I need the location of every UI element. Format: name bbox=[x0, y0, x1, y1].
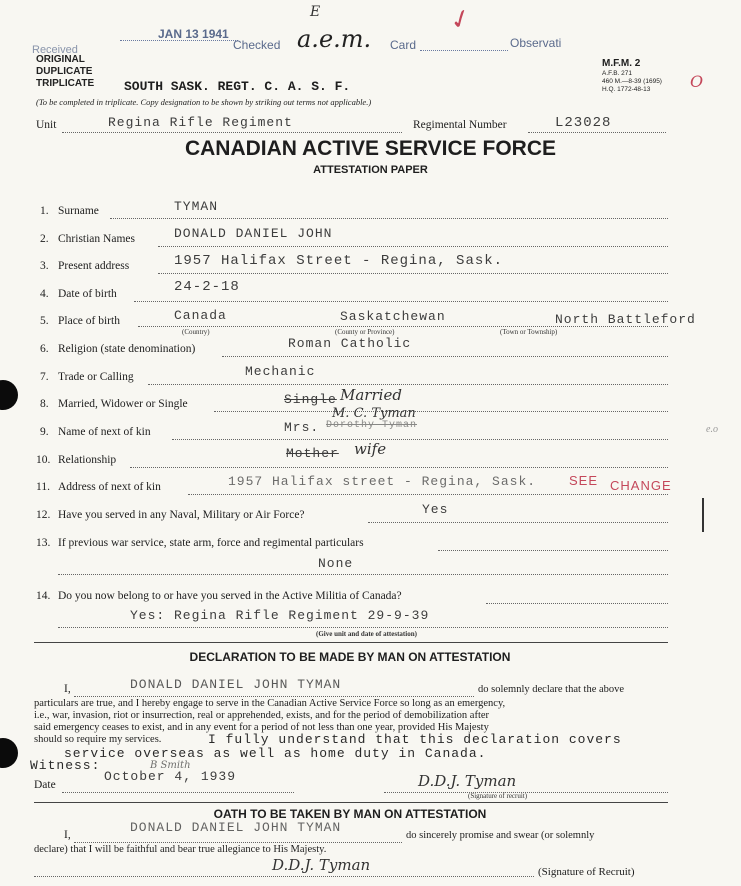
religion-label: Religion (state denomination) bbox=[58, 343, 196, 355]
previous-service-label: If previous war service, state arm, force and regimental particulars bbox=[58, 537, 364, 549]
oath-name-line bbox=[74, 842, 402, 843]
field-5-number: 5. bbox=[40, 315, 49, 327]
marital-label: Married, Widower or Single bbox=[58, 398, 188, 410]
field-7-number: 7. bbox=[40, 371, 49, 383]
oath-signature-label: (Signature of Recruit) bbox=[538, 866, 635, 878]
field-1-number: 1. bbox=[40, 205, 49, 217]
field-11-number: 11. bbox=[36, 481, 50, 493]
date-label: Date bbox=[34, 779, 56, 791]
stamp-line bbox=[120, 40, 238, 41]
regimental-number-line bbox=[528, 132, 666, 133]
previous-service-value: None bbox=[318, 556, 354, 571]
present-address-line bbox=[158, 273, 668, 274]
red-circle-mark: O bbox=[690, 72, 704, 91]
see-change-change: CHANGE bbox=[610, 478, 672, 493]
checked-initials: a.e.m. bbox=[297, 25, 372, 53]
regimental-number-value: L23028 bbox=[555, 115, 612, 131]
province-caption: (County or Province) bbox=[335, 328, 395, 336]
red-tick-mark: ✓ bbox=[445, 2, 476, 37]
present-address-label: Present address bbox=[58, 260, 130, 272]
form-print: 460 M.—8-39 (1695) bbox=[602, 78, 662, 85]
previous-service-line-2 bbox=[58, 574, 668, 575]
declaration-line-1-tail: do solemnly declare that the above bbox=[478, 684, 625, 695]
next-of-kin-margin-note: e.o bbox=[706, 424, 718, 435]
date-line bbox=[62, 792, 294, 793]
marital-struck-value: Single bbox=[284, 392, 337, 407]
served-line bbox=[368, 522, 668, 523]
next-of-kin-line bbox=[172, 439, 668, 440]
margin-bracket bbox=[702, 498, 704, 532]
oath-i: I, bbox=[64, 829, 71, 841]
kin-address-label: Address of next of kin bbox=[58, 481, 161, 493]
form-afb: A.F.B. 271 bbox=[602, 70, 632, 77]
see-change-see: SEE bbox=[569, 473, 599, 488]
unit-label: Unit bbox=[36, 119, 57, 131]
birth-country-value: Canada bbox=[174, 308, 227, 323]
witness-signature: B Smith bbox=[150, 760, 191, 771]
birth-province-value: Saskatchewan bbox=[340, 309, 446, 324]
witness-label: Witness: bbox=[30, 758, 101, 773]
form-title: CANADIAN ACTIVE SERVICE FORCE bbox=[184, 137, 557, 160]
field-8-number: 8. bbox=[40, 398, 49, 410]
field-14-number: 14. bbox=[36, 590, 51, 602]
copy-triplicate: TRIPLICATE bbox=[36, 78, 95, 89]
relationship-line bbox=[130, 467, 668, 468]
form-code: M.F.M. 2 bbox=[602, 58, 641, 69]
triplicate-note: (To be completed in triplicate. Copy designation to be shown by striking out terms not applicable.) bbox=[36, 97, 372, 107]
copy-duplicate: DUPLICATE bbox=[36, 66, 93, 77]
checked-stamp: Checked bbox=[233, 38, 281, 52]
date-of-birth-line bbox=[134, 301, 668, 302]
field-3-number: 3. bbox=[40, 260, 49, 272]
field-4-number: 4. bbox=[40, 288, 49, 300]
birth-town-value: North Battleford bbox=[555, 312, 696, 327]
recruit-signature-caption: (Signature of recruit) bbox=[468, 792, 528, 800]
top-scribble: E bbox=[310, 4, 321, 20]
copy-original: ORIGINAL bbox=[36, 54, 85, 65]
recruit-signature: D.D.J. Tyman bbox=[418, 772, 517, 790]
trade-label: Trade or Calling bbox=[58, 371, 134, 383]
relationship-value: wife bbox=[354, 440, 387, 458]
section-rule-1 bbox=[34, 642, 668, 643]
served-label: Have you served in any Naval, Military or Air Force? bbox=[58, 509, 305, 521]
relationship-label: Relationship bbox=[58, 454, 117, 466]
form-subtitle: ATTESTATION PAPER bbox=[313, 164, 428, 176]
received-stamp: Received bbox=[32, 44, 78, 56]
country-caption: (Country) bbox=[182, 328, 210, 336]
militia-value: Yes: Regina Rifle Regiment 29-9-39 bbox=[130, 608, 430, 623]
previous-service-line-1 bbox=[438, 550, 668, 551]
oath-name: DONALD DANIEL JOHN TYMAN bbox=[130, 820, 342, 835]
religion-value: Roman Catholic bbox=[288, 336, 412, 351]
date-of-birth-label: Date of birth bbox=[58, 288, 117, 300]
card-stamp: Card bbox=[390, 38, 417, 52]
field-13-number: 13. bbox=[36, 537, 51, 549]
declaration-body-4: should so require my services. bbox=[34, 734, 162, 745]
declaration-name: DONALD DANIEL JOHN TYMAN bbox=[130, 677, 342, 692]
field-9-number: 9. bbox=[40, 426, 49, 438]
served-value: Yes bbox=[422, 502, 449, 517]
relationship-struck-value: Mother bbox=[286, 446, 339, 461]
declaration-name-line bbox=[74, 696, 474, 697]
received-date-stamp: JAN 13 1941 bbox=[158, 27, 229, 41]
declaration-date: October 4, 1939 bbox=[104, 769, 237, 784]
present-address-value: 1957 Halifax Street - Regina, Sask. bbox=[174, 253, 504, 269]
observation-stamp: Observati bbox=[510, 36, 562, 50]
trade-value: Mechanic bbox=[245, 364, 316, 379]
declaration-typed-1: I fully understand that this declaration covers bbox=[208, 732, 622, 747]
next-of-kin-struck-value: Dorothy Tyman bbox=[326, 420, 418, 431]
surname-line bbox=[110, 218, 668, 219]
militia-line-1 bbox=[486, 603, 668, 604]
next-of-kin-value: M. C. Tyman bbox=[332, 406, 416, 421]
declaration-body-1: particulars are true, and I hereby engage to serve in the Canadian Active Service Force so long as an emergency, bbox=[34, 698, 506, 709]
declaration-body-3: said emergency ceases to exist, and in any event for a period of not less than one year, provided His Majesty bbox=[34, 722, 489, 733]
date-of-birth-value: 24-2-18 bbox=[174, 279, 240, 295]
surname-label: Surname bbox=[58, 205, 99, 217]
field-10-number: 10. bbox=[36, 454, 51, 466]
marital-value: Married bbox=[340, 386, 402, 404]
surname-value: TYMAN bbox=[174, 199, 219, 214]
section-rule-2 bbox=[34, 802, 668, 803]
oath-signature: D.D.J. Tyman bbox=[272, 856, 371, 874]
christian-names-value: DONALD DANIEL JOHN bbox=[174, 226, 333, 241]
christian-names-label: Christian Names bbox=[58, 233, 135, 245]
punch-hole-top bbox=[0, 380, 18, 410]
copy-designation bbox=[36, 54, 94, 90]
field-2-number: 2. bbox=[40, 233, 49, 245]
unit-value: Regina Rifle Regiment bbox=[108, 115, 293, 130]
marital-line bbox=[214, 411, 668, 412]
field-6-number: 6. bbox=[40, 343, 49, 355]
militia-label: Do you now belong to or have you served in the Active Militia of Canada? bbox=[58, 590, 402, 602]
oath-line-2: declare) that I will be faithful and bear true allegiance to His Majesty. bbox=[34, 844, 327, 855]
next-of-kin-label: Name of next of kin bbox=[58, 426, 151, 438]
kin-address-line bbox=[188, 494, 668, 495]
religion-line bbox=[222, 356, 668, 357]
christian-names-line bbox=[158, 246, 668, 247]
next-of-kin-prefix: Mrs. bbox=[284, 420, 320, 435]
militia-line-2 bbox=[58, 627, 668, 628]
oath-signature-line bbox=[34, 876, 534, 877]
form-hq: H.Q. 1772-48-13 bbox=[602, 86, 651, 93]
declaration-i: I, bbox=[64, 683, 71, 695]
regiment-stamp: SOUTH SASK. REGT. C. A. S. F. bbox=[124, 79, 351, 94]
punch-hole-bottom bbox=[0, 738, 18, 768]
oath-heading: OATH TO BE TAKEN BY MAN ON ATTESTATION bbox=[213, 807, 487, 821]
regimental-number-label: Regimental Number bbox=[413, 119, 507, 131]
trade-line bbox=[148, 384, 668, 385]
card-line bbox=[420, 50, 508, 51]
declaration-body-2: i.e., war, invasion, riot or insurrection, real or apprehended, exists, and for the period of demobilization after bbox=[34, 710, 490, 721]
place-of-birth-label: Place of birth bbox=[58, 315, 120, 327]
oath-line-1-tail: do sincerely promise and swear (or solemnly bbox=[406, 830, 595, 841]
form-reference bbox=[602, 58, 662, 94]
militia-caption: (Give unit and date of attestation) bbox=[316, 630, 417, 638]
kin-address-value: 1957 Halifax street - Regina, Sask. bbox=[228, 474, 537, 489]
town-caption: (Town or Township) bbox=[500, 328, 558, 336]
unit-line bbox=[62, 132, 402, 133]
declaration-heading: DECLARATION TO BE MADE BY MAN ON ATTESTATION bbox=[189, 650, 511, 664]
declaration-typed-2: service overseas as well as home duty in Canada. bbox=[64, 746, 487, 761]
field-12-number: 12. bbox=[36, 509, 51, 521]
